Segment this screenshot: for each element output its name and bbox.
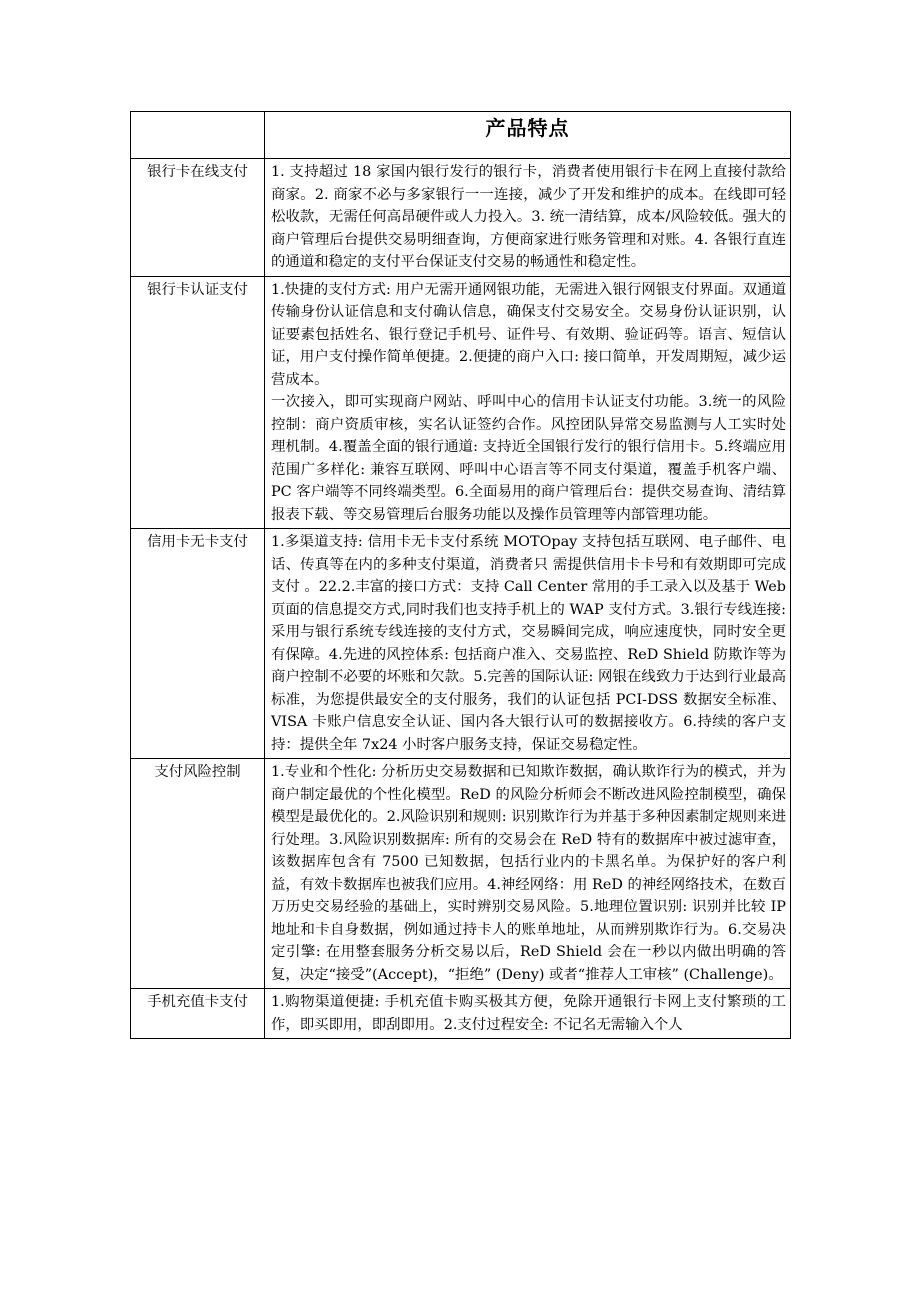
- feature-paragraph: 1.快捷的支付方式: 用户无需开通网银功能，无需进入银行网银支付界面。双通道传输身份认证信息和支付确认信息，确保支付交易安全。交易身份认证识别，认证要素包括姓名、银行登记手机号、证件号、有效期、验证码等。语言、短信认证，用户支付操作简单便捷。2.便捷的商户入口: 接口简单，开发周期短，减少运营成本。: [271, 281, 786, 388]
- table-row: [131, 989, 791, 1039]
- feature-paragraph: 1.购物渠道便捷: 手机充值卡购买极其方便，免除开通银行卡网上支付繁琐的工作，即买即用，即刮即用。2.支付过程安全: 不记名无需输入个人: [271, 994, 786, 1033]
- feature-description: [265, 159, 791, 277]
- payment-method-name: 信用卡无卡支付: [131, 529, 265, 759]
- table-row: [131, 529, 791, 759]
- table-row: [131, 276, 791, 529]
- payment-method-name: 手机充值卡支付: [131, 989, 265, 1039]
- feature-description: [265, 529, 791, 759]
- feature-description: [265, 276, 791, 529]
- table-row: [131, 159, 791, 277]
- header-empty-cell: [131, 112, 265, 159]
- header-title: 产品特点: [265, 112, 791, 159]
- product-features-table: [130, 111, 791, 1039]
- payment-method-name: 银行卡认证支付: [131, 276, 265, 529]
- payment-method-name: 银行卡在线支付: [131, 159, 265, 277]
- feature-description: [265, 759, 791, 989]
- table-header-row: [131, 112, 791, 159]
- payment-method-name: 支付风险控制: [131, 759, 265, 989]
- table-row: [131, 759, 791, 989]
- feature-paragraph: 1.多渠道支持: 信用卡无卡支付系统 MOTOpay 支持包括互联网、电子邮件、电话、传真等在内的多种支付渠道，消费者只 需提供信用卡卡号和有效期即可完成支付 。22.2.丰富的接口方式：支持 Call Center 常用的手工录入以及基于 Web 页面的信息提交方式,同时我们也支持手机上的 WAP 支付方式。3.银行专线连接: 采用与银行系统专线连接的支付方式，交易瞬间完成，响应速度快，同时安全更有保障。4.先进的风控体系: 包括商户准入、交易监控、ReD Shield 防欺诈等为商户控制不必要的坏账和欠款。5.完善的国际认证: 网银在线致力于达到行业最高标准，为您提供最安全的支付服务，我们的认证包括 PCI-DSS 数据安全标准、 VISA 卡账户信息安全认证、国内各大银行认可的数据接收方。6.持续的客户支持：提供全年 7x24 小时客户服务支持，保证交易稳定性。: [271, 534, 786, 753]
- feature-description: [265, 989, 791, 1039]
- feature-paragraph: 1. 支持超过 18 家国内银行发行的银行卡，消费者使用银行卡在网上直接付款给商家。2. 商家不必与多家银行一一连接，减少了开发和维护的成本。在线即可轻松收款，无需任何高昂硬件或人力投入。3. 统一清结算，成本/风险较低。强大的商户管理后台提供交易明细查询，方便商家进行账务管理和对账。4. 各银行直连的通道和稳定的支付平台保证支付交易的畅通性和稳定性。: [271, 164, 786, 270]
- feature-paragraph: 1.专业和个性化: 分析历史交易数据和已知欺诈数据，确认欺诈行为的模式，并为商户制定最优的个性化模型。ReD 的风险分析师会不断改进风险控制模型，确保模型是最优化的。2.风险识别和规则: 识别欺诈行为并基于多种因素制定规则来进行处理。3.风险识别数据库: 所有的交易会在 ReD 特有的数据库中被过滤审查，该数据库包含有 7500 已知数据，包括行业内的卡黑名单。为保护好的客户利益，有效卡数据库也被我们应用。4.神经网络：用 ReD 的神经网络技术，在数百万历史交易经验的基础上，实时辨别交易风险。5.地理位置识别: 识别并比较 IP 地址和卡自身数据，例如通过持卡人的账单地址，从而辨别欺诈行为。6.交易决定引擎: 在用整套服务分析交易以后，ReD Shield 会在一秒以内做出明确的答复，决定“接受”(Accept)，“拒绝” (Deny) 或者“推荐人工审核” (Challenge)。: [271, 764, 786, 983]
- feature-paragraph: 一次接入，即可实现商户网站、呼叫中心的信用卡认证支付功能。3.统一的风险控制：商户资质审核，实名认证签约合作。风控团队异常交易监测与人工实时处理机制。4.覆盖全面的银行通道: 支持近全国银行发行的银行信用卡。5.终端应用范围广多样化: 兼容互联网、呼叫中心语言等不同支付渠道，覆盖手机客户端、PC 客户端等不同终端类型。6.全面易用的商户管理后台：提供交易查询、清结算报表下载、等交易管理后台服务功能以及操作员管理等内部管理功能。: [271, 394, 786, 523]
